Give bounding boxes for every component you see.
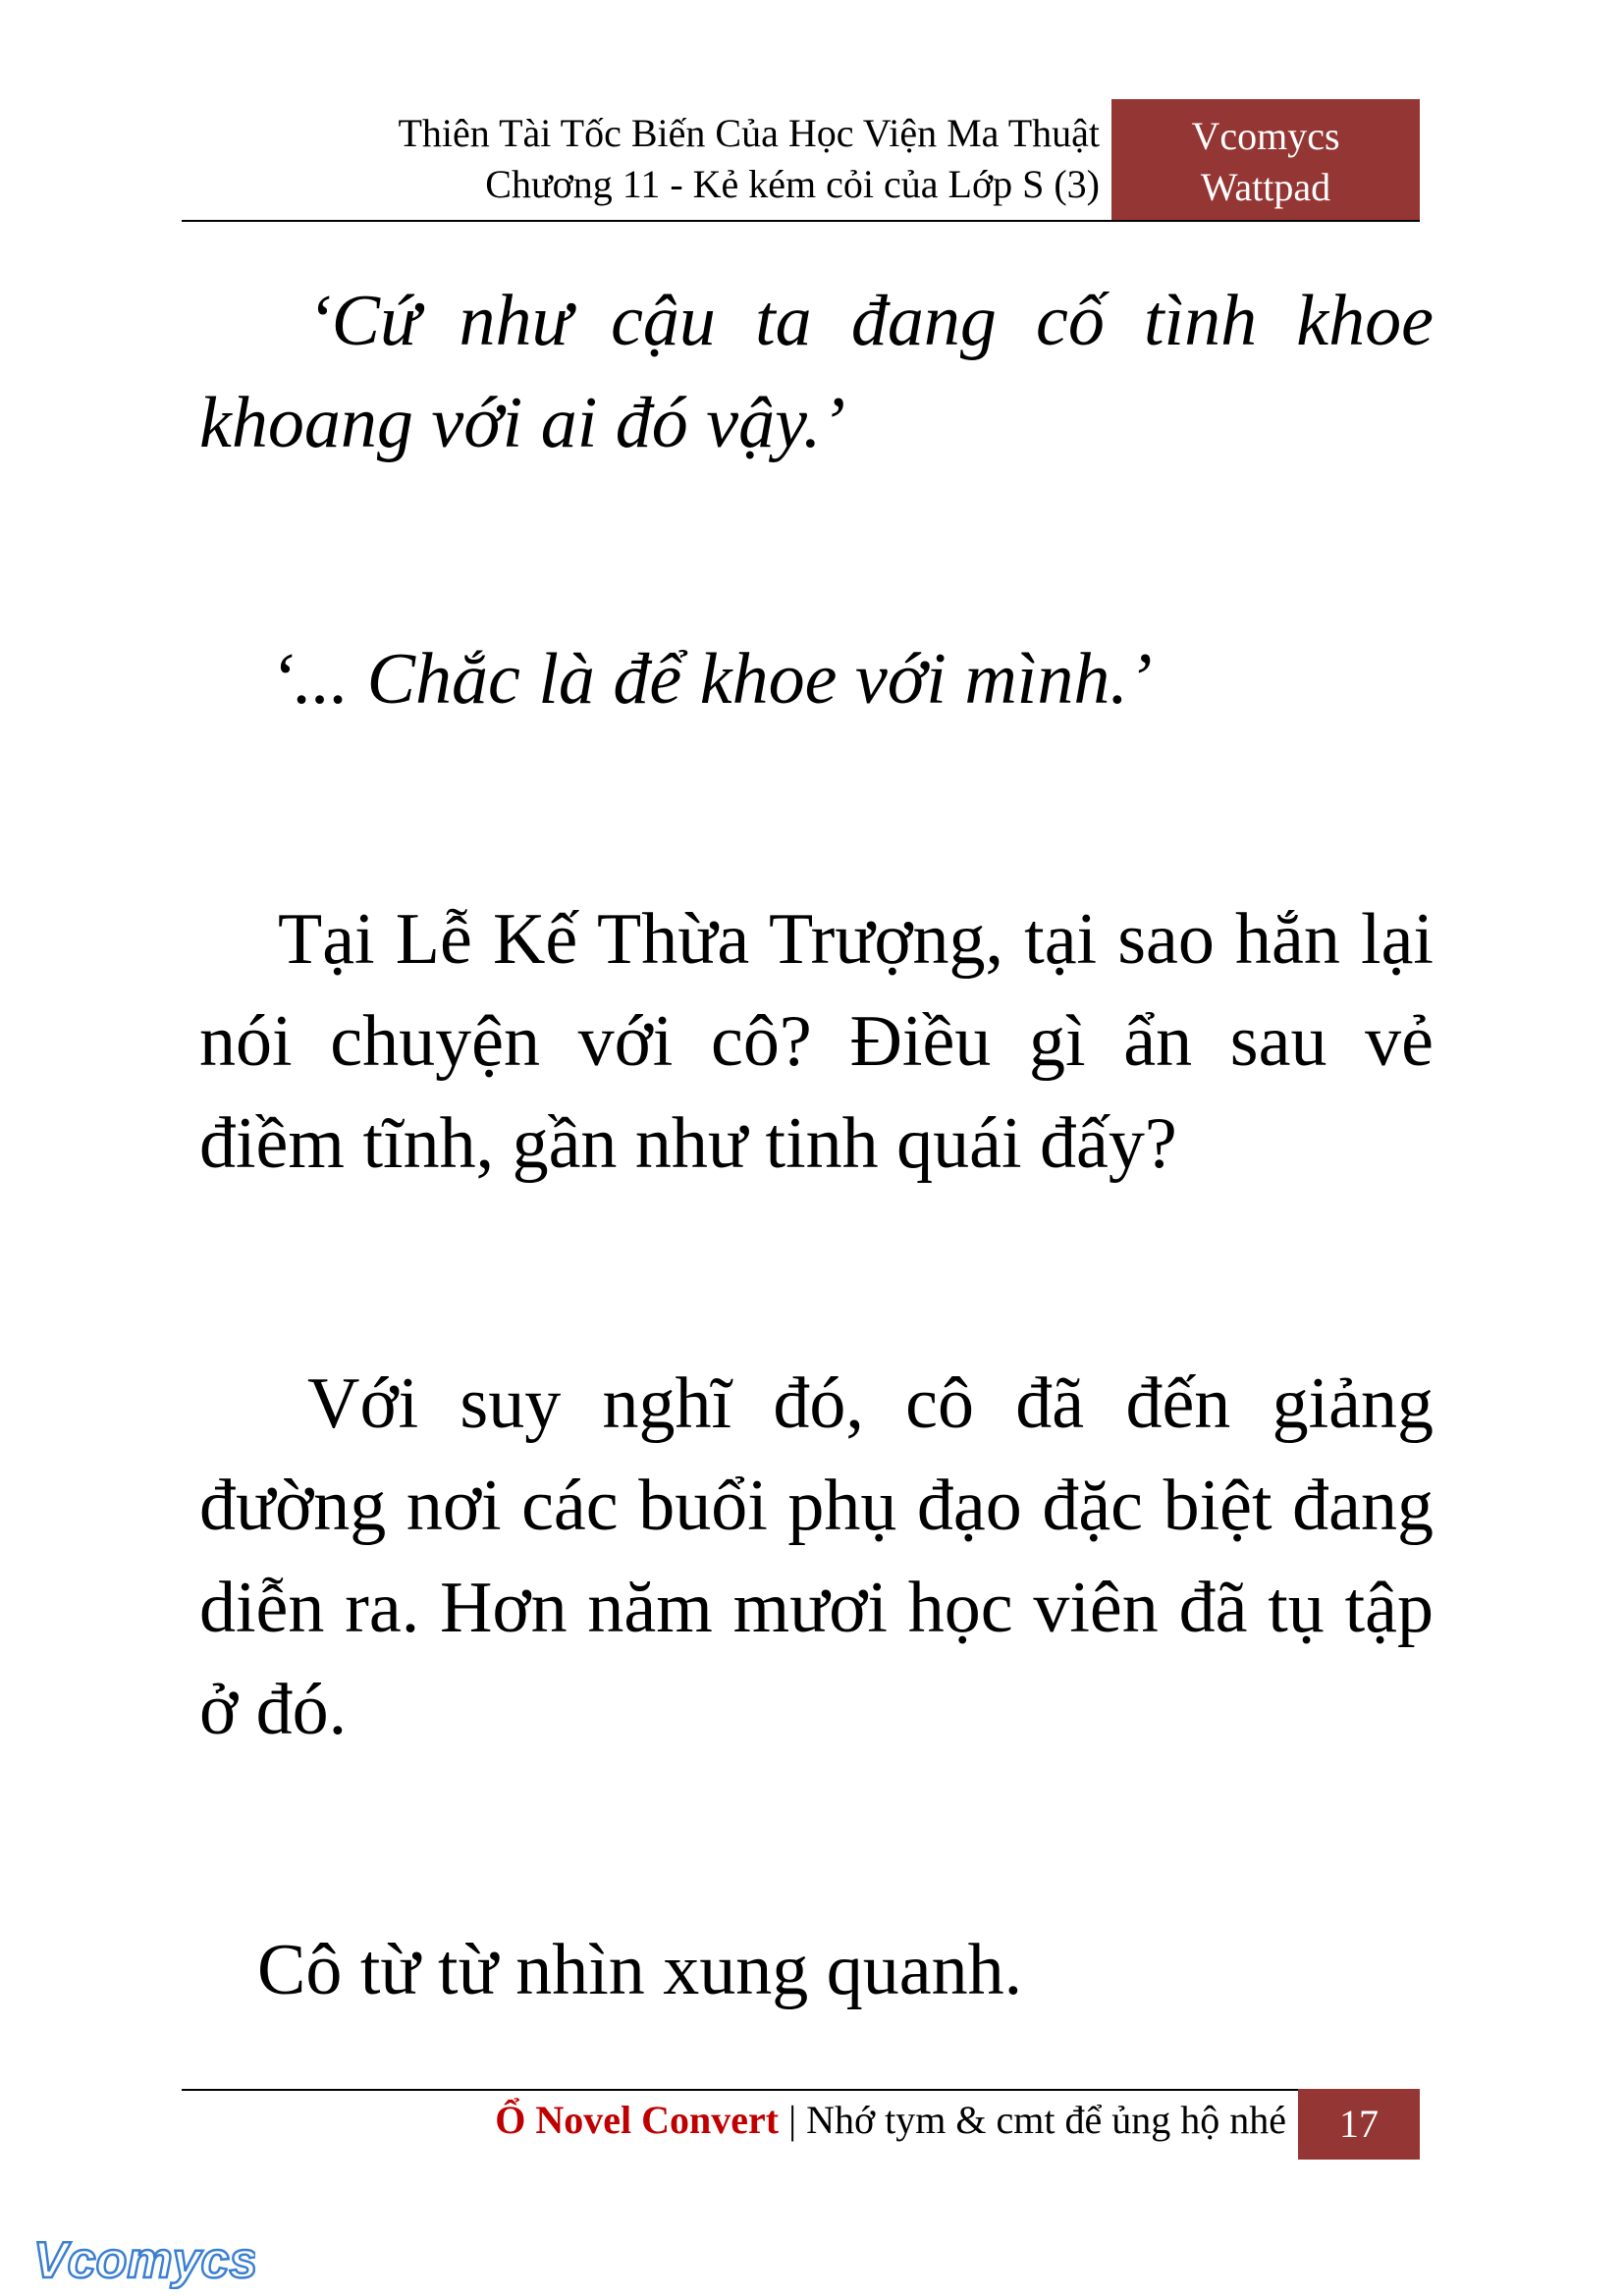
footer-separator: | [779, 2098, 807, 2142]
page-number: 17 [1298, 2089, 1420, 2160]
paragraph-2: ‘... Chắc là để khoe với mình.’ [270, 639, 1153, 720]
footer-brand: Ổ Novel Convert [495, 2098, 780, 2142]
header-rule [182, 220, 1420, 222]
source-badge [1111, 99, 1420, 220]
footer-message: Nhớ tym & cmt để ủng hộ nhé [806, 2098, 1286, 2142]
paragraph-3: Tại Lễ Kế Thừa Trượng, tại sao hắn lại nói chuyện với cô? Điều gì ẩn sau vẻ điềm tĩnh, gần như tinh quái đấy? [199, 899, 1434, 1184]
logo-wordmark: Vcomycs [33, 2232, 255, 2289]
footer-rule [182, 2089, 1298, 2091]
paragraph-4: Với suy nghĩ đó, cô đã đến giảng đường nơi các buổi phụ đạo đặc biệt đang diễn ra. Hơn năm mươi học viên đã tụ tập ở đó. [199, 1363, 1434, 1750]
badge-line-wattpad: Wattpad [1200, 165, 1331, 209]
running-header [177, 108, 1100, 210]
footer-line [177, 2093, 1286, 2148]
vcomycs-logo [29, 2230, 255, 2294]
badge-line-vcomycs: Vcomycs [1191, 114, 1340, 158]
chapter-title: Chương 11 - Kẻ kém cỏi của Lớp S (3) [485, 162, 1100, 206]
paragraph-5: Cô từ từ nhìn xung quanh. [257, 1930, 1023, 2010]
book-title: Thiên Tài Tốc Biến Của Học Viện Ma Thuật [398, 111, 1100, 155]
paragraph-1: ‘Cứ như cậu ta đang cố tình khoe khoang với ai đó vậy.’ [199, 281, 1434, 463]
